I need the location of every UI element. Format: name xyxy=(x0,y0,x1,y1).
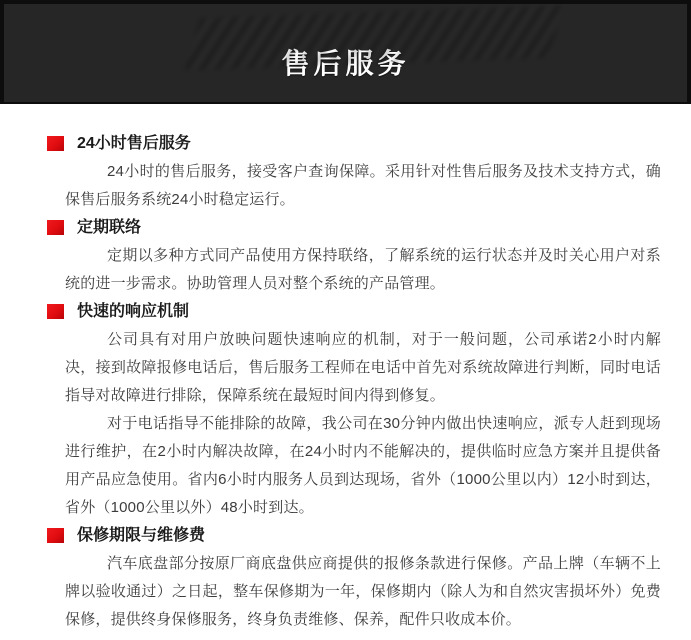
page-title: 售后服务 xyxy=(281,48,410,79)
red-square-bullet-icon xyxy=(47,220,64,235)
content-area xyxy=(0,104,691,634)
section-paragraph: 汽车底盘部分按原厂商底盘供应商提供的报修条款进行保修。产品上牌（车辆不上牌以验收通过）之日起，整车保修期为一年，保修期内（除人为和自然灾害损坏外）免费保修，提供终身保修服务，终身负责维修、保养，配件只收成本价。 xyxy=(65,555,661,628)
header-banner xyxy=(0,0,691,104)
section-heading xyxy=(65,130,661,158)
red-square-bullet-icon xyxy=(47,304,64,319)
section-rapid-response xyxy=(65,298,661,522)
section-heading xyxy=(65,298,661,326)
section-paragraph: 公司具有对用户放映问题快速响应的机制，对于一般问题，公司承诺2小时内解决，接到故障报修电话后，售后服务工程师在电话中首先对系统故障进行判断，同时电话指导对故障进行排除，保障系统在最短时间内得到修复。 xyxy=(65,331,661,404)
section-heading-text: 保修期限与维修费 xyxy=(77,527,206,544)
red-square-bullet-icon xyxy=(47,528,64,543)
section-heading xyxy=(65,214,661,242)
section-24h-service xyxy=(65,130,661,214)
section-paragraph: 24小时的售后服务，接受客户查询保障。采用针对性售后服务及技术支持方式，确保售后服务系统24小时稳定运行。 xyxy=(65,163,661,208)
red-square-bullet-icon xyxy=(47,136,64,151)
section-warranty-fees xyxy=(65,522,661,634)
section-paragraph: 对于电话指导不能排除的故障，我公司在30分钟内做出快速响应，派专人赶到现场进行维护，在2小时内解决故障，在24小时内不能解决的，提供临时应急方案并且提供备用产品应急使用。省内6小时内服务人员到达现场，省外（1000公里以内）12小时到达，省外（1000公里以外）48小时到达。 xyxy=(65,415,661,516)
section-heading-text: 快速的响应机制 xyxy=(77,303,190,320)
section-heading-text: 24小时售后服务 xyxy=(77,135,191,152)
section-regular-contact xyxy=(65,214,661,298)
section-heading xyxy=(65,522,661,550)
section-paragraph: 定期以多种方式同产品使用方保持联络，了解系统的运行状态并及时关心用户对系统的进一步需求。协助管理人员对整个系统的产品管理。 xyxy=(65,247,661,292)
section-heading-text: 定期联络 xyxy=(77,219,142,236)
